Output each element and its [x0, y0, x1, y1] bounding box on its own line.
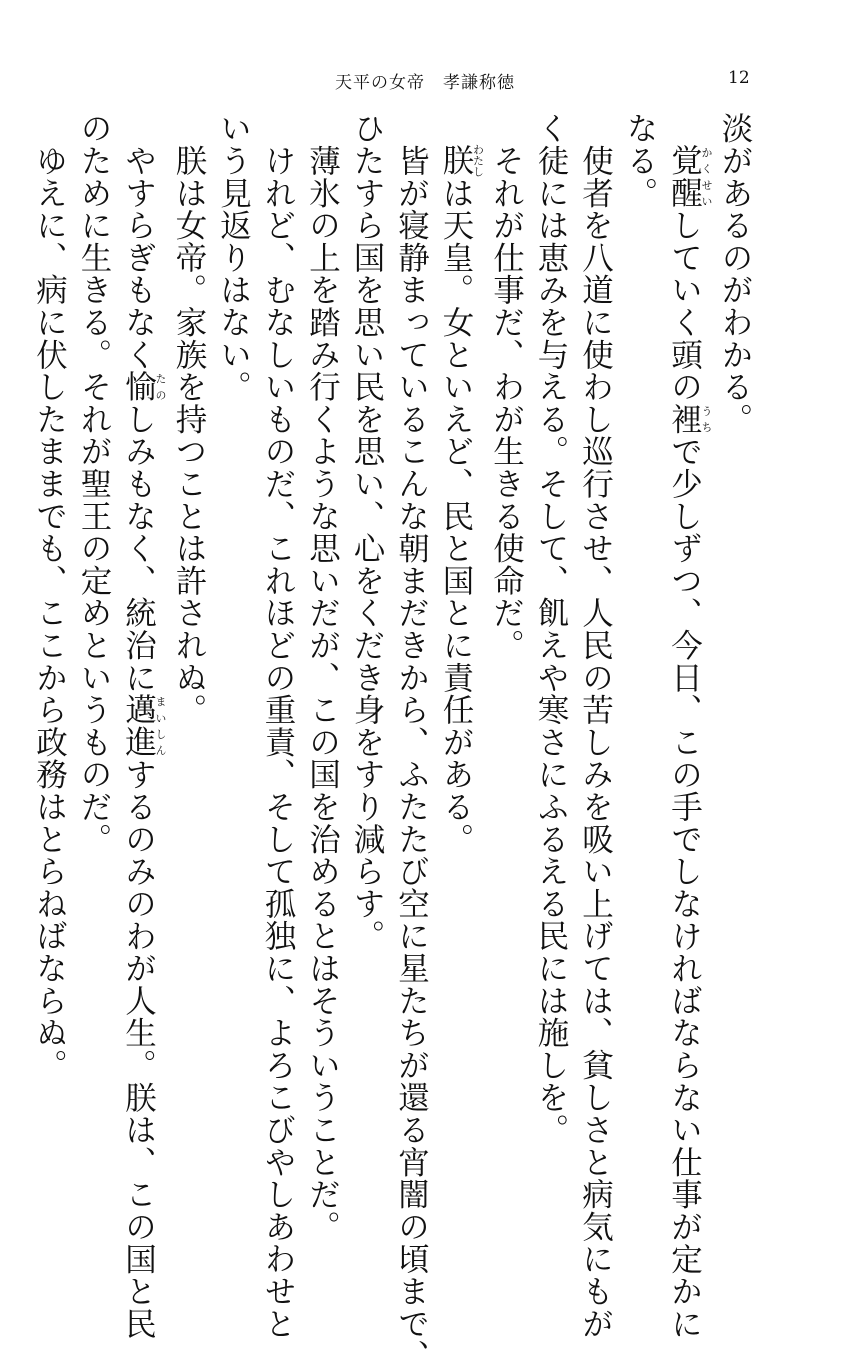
text-line: ゆえに、病に伏したままでも、ここから政務はとらねばならぬ。 — [31, 112, 68, 1081]
page-header — [0, 68, 841, 96]
text-line: やすらぎもなく愉たのしみもなく、統治に邁進まいしんするのみのわが人生。朕は、この国と民 — [120, 112, 167, 1340]
ruby-word: 邁進まいしん — [120, 693, 167, 759]
text-line: 朕わたしは天皇。女といえど、民と国とに責任がある。 — [438, 143, 485, 855]
text-line: 淡があるのがわかる。 — [717, 112, 753, 435]
vertical-body-text — [27, 112, 757, 1372]
text-line: ひたすら国を思い民を思い、心をくだき身をすり減らす。 — [349, 112, 385, 952]
ruby-word: 覚醒かくせい — [666, 144, 713, 209]
page-number: 12 — [728, 68, 750, 88]
ruby-word: 裡うち — [666, 402, 713, 436]
text-line: のために生きる。それが聖王の定めというものだ。 — [76, 112, 112, 855]
text-line: それが仕事だ、わが生きる使命だ。 — [488, 112, 525, 662]
ruby-word: 朕わたし — [438, 143, 485, 177]
text-line: いう見返りはない。 — [215, 112, 252, 403]
running-title: 天平の女帝 孝謙称徳 — [335, 73, 515, 93]
text-line: けれど、むなしいものだ、これほどの重責、そして孤独に、よろこびやしあわせと — [260, 112, 296, 1340]
text-line: く徒には恵みを与える。そして、飢えや寒さにふるえる民には施しを。 — [533, 112, 569, 1146]
text-line: 使者を八道に使わし巡行させ、人民の苦しみを吸い上げては、貧しさと病気にもが — [577, 112, 614, 1340]
text-line: 薄氷の上を踏み行くような思いだが、この国を治めるとはそういうことだ。 — [304, 112, 341, 1243]
text-line: 皆が寝静まっているこんな朝まだきから、ふたたび空に星たちが還る宵闇の頃まで、 — [393, 112, 430, 1372]
ruby-word: 愉たの — [120, 370, 167, 403]
text-line: 朕は女帝。家族を持つことは許されぬ。 — [171, 112, 207, 726]
text-line: なる。 — [622, 112, 658, 209]
text-line: 覚醒かくせいしていく頭の裡うちで少しずつ、今日、この手でしなければならない仕事が定かに — [666, 144, 713, 1340]
